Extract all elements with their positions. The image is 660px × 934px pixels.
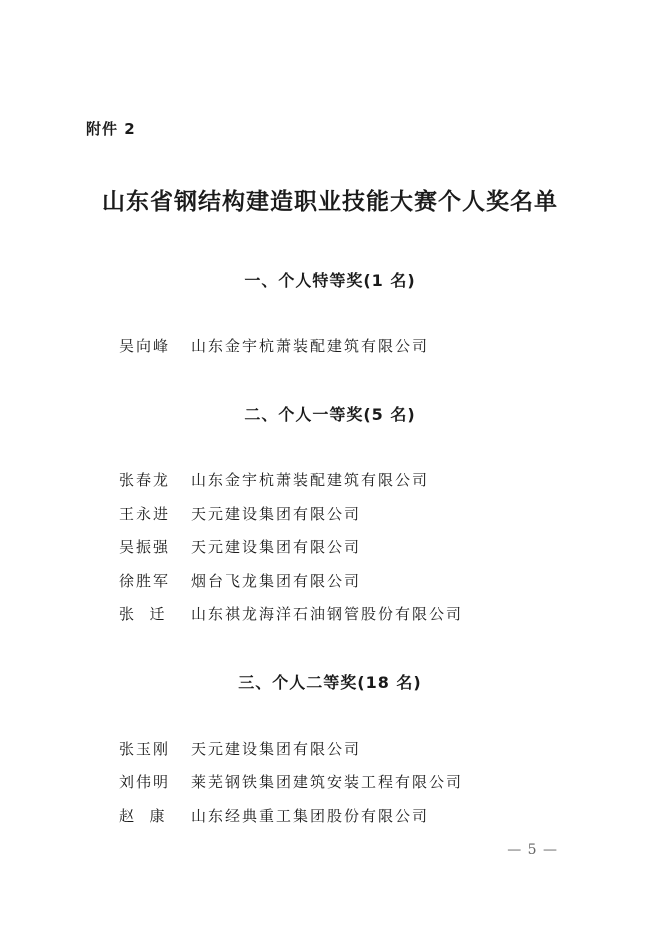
section-heading-second-prize: 三、个人二等奖(18 名) (238, 673, 422, 692)
winner-organization: 天元建设集团有限公司 (191, 740, 362, 758)
winner-name: 吴向峰 (119, 337, 171, 355)
award-entry (119, 503, 361, 524)
winner-organization: 山东祺龙海洋石油钢管股份有限公司 (191, 605, 464, 623)
winner-name: 张 迁 (119, 605, 167, 623)
section-heading-first-prize: 二、个人一等奖(5 名) (244, 405, 416, 424)
award-entry (119, 771, 463, 792)
award-entry (119, 536, 361, 557)
winner-organization: 山东金宇杭萧装配建筑有限公司 (191, 471, 430, 489)
winner-name: 王永进 (119, 505, 171, 523)
award-entry (119, 570, 361, 591)
award-entry (119, 469, 429, 490)
winner-organization: 山东经典重工集团股份有限公司 (191, 807, 430, 825)
award-entry (119, 805, 429, 826)
winner-organization: 莱芜钢铁集团建筑安装工程有限公司 (191, 773, 464, 791)
winner-name: 徐胜军 (119, 572, 171, 590)
attachment-label: 附件 2 (86, 120, 136, 138)
winner-name: 张玉刚 (119, 740, 171, 758)
page-number: — 5 — (507, 842, 558, 858)
winner-organization: 烟台飞龙集团有限公司 (191, 572, 362, 590)
winner-name: 赵 康 (119, 807, 167, 825)
award-entry (119, 335, 429, 356)
section-heading-special-prize: 一、个人特等奖(1 名) (244, 271, 416, 290)
winner-organization: 天元建设集团有限公司 (191, 505, 362, 523)
winner-name: 张春龙 (119, 471, 171, 489)
winner-organization: 山东金宇杭萧装配建筑有限公司 (191, 337, 430, 355)
winner-name: 吴振强 (119, 538, 171, 556)
award-entry (119, 738, 361, 759)
award-entry (119, 603, 463, 624)
winner-organization: 天元建设集团有限公司 (191, 538, 362, 556)
winner-name: 刘伟明 (119, 773, 171, 791)
document-title: 山东省钢结构建造职业技能大赛个人奖名单 (102, 188, 558, 215)
